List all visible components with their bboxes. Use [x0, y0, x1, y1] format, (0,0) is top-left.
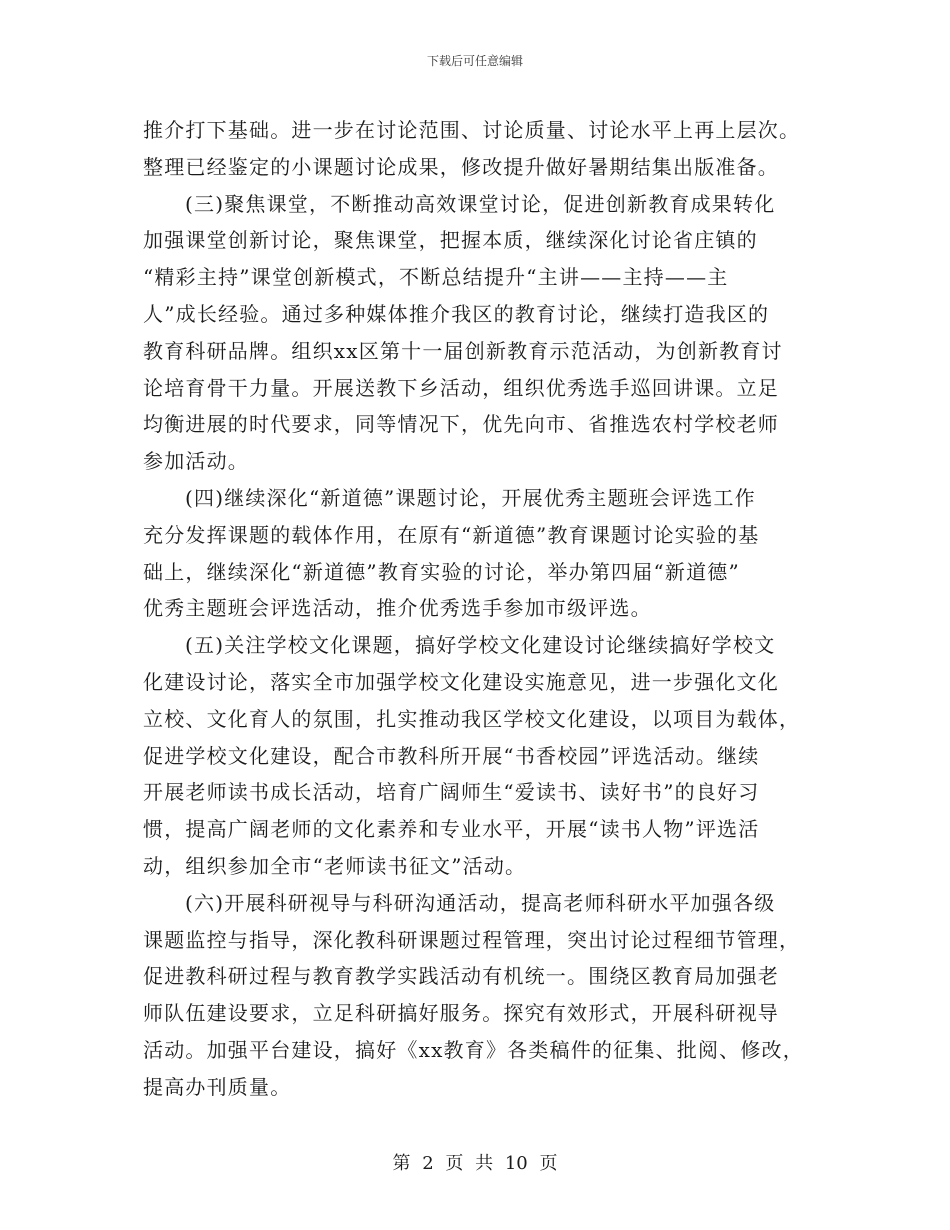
section-heading-5: (五)关注学校文化课题，搞好学校文化建设讨论继续搞好学校文: [185, 633, 776, 658]
text-line: 加强课堂创新讨论，聚焦课堂，把握本质，继续深化讨论省庄镇的: [143, 228, 758, 253]
text-line: 立校、文化育人的氛围，扎实推动我区学校文化建设，以项目为载体，: [143, 706, 801, 731]
text-line: 活动。加强平台建设，搞好《xx教育》各类稿件的征集、批阅、修改，: [143, 1037, 804, 1062]
text-line: 充分发挥课题的载体作用，在原有“新道德”教育课题讨论实验的基: [143, 522, 760, 547]
text-line: 优秀主题班会评选活动，推介优秀选手参加市级评选。: [143, 596, 652, 621]
text-line: 础上，继续深化“新道德”教育实验的讨论，举办第四届“新道德”: [143, 559, 740, 584]
text-line: 提高办刊质量。: [143, 1074, 292, 1099]
text-line: 论培育骨干力量。开展送教下乡活动，组织优秀选手巡回讲课。立足: [143, 375, 779, 400]
section-heading-6: (六)开展科研视导与科研沟通活动，提高老师科研水平加强各级: [185, 890, 776, 915]
text-line: 师队伍建设要求，立足科研搞好服务。探究有效形式，开展科研视导: [143, 1001, 779, 1026]
page-number: 第 2 页 共 10 页: [392, 1153, 558, 1174]
document-body: [143, 112, 813, 1106]
text-line: 促进教科研过程与教育教学实践活动有机统一。围绕区教育局加强老: [143, 964, 779, 989]
section-heading-3: (三)聚焦课堂，不断推动高效课堂讨论，促进创新教育成果转化: [185, 191, 776, 216]
text-line: 人”成长经验。通过多种媒体推介我区的教育讨论，继续打造我区的: [143, 301, 770, 326]
text-line: 促进学校文化建设，配合市教科所开展“书香校园”评选活动。继续: [143, 743, 760, 768]
text-line: 教育科研品牌。组织xx区第十一届创新教育示范活动，为创新教育讨: [143, 338, 783, 363]
text-line: “精彩主持”课堂创新模式，不断总结提升“主讲——主持——主: [143, 265, 729, 290]
text-line: 化建设讨论，落实全市加强学校文化建设实施意见，进一步强化文化: [143, 669, 779, 694]
page-header: 下载后可任意编辑: [426, 54, 523, 68]
text-line: 动，组织参加全市“老师读书征文”活动。: [143, 853, 527, 878]
text-line: 参加活动。: [143, 449, 249, 474]
text-line: 整理已经鉴定的小课题讨论成果，修改提升做好暑期结集出版准备。: [143, 154, 779, 179]
text-line: 课题监控与指导，深化教科研课题过程管理，突出讨论过程细节管理，: [143, 927, 801, 952]
text-line: 均衡进展的时代要求，同等情况下，优先向市、省推选农村学校老师: [143, 412, 779, 437]
text-line: 推介打下基础。进一步在讨论范围、讨论质量、讨论水平上再上层次。: [143, 118, 801, 142]
section-heading-4: (四)继续深化“新道德”课题讨论，开展优秀主题班会评选工作: [185, 485, 756, 510]
text-line: 惯，提高广阔老师的文化素养和专业水平，开展“读书人物”评选活: [143, 817, 760, 842]
text-line: 开展老师读书成长活动，培育广阔师生“爱读书、读好书”的良好习: [143, 780, 760, 805]
